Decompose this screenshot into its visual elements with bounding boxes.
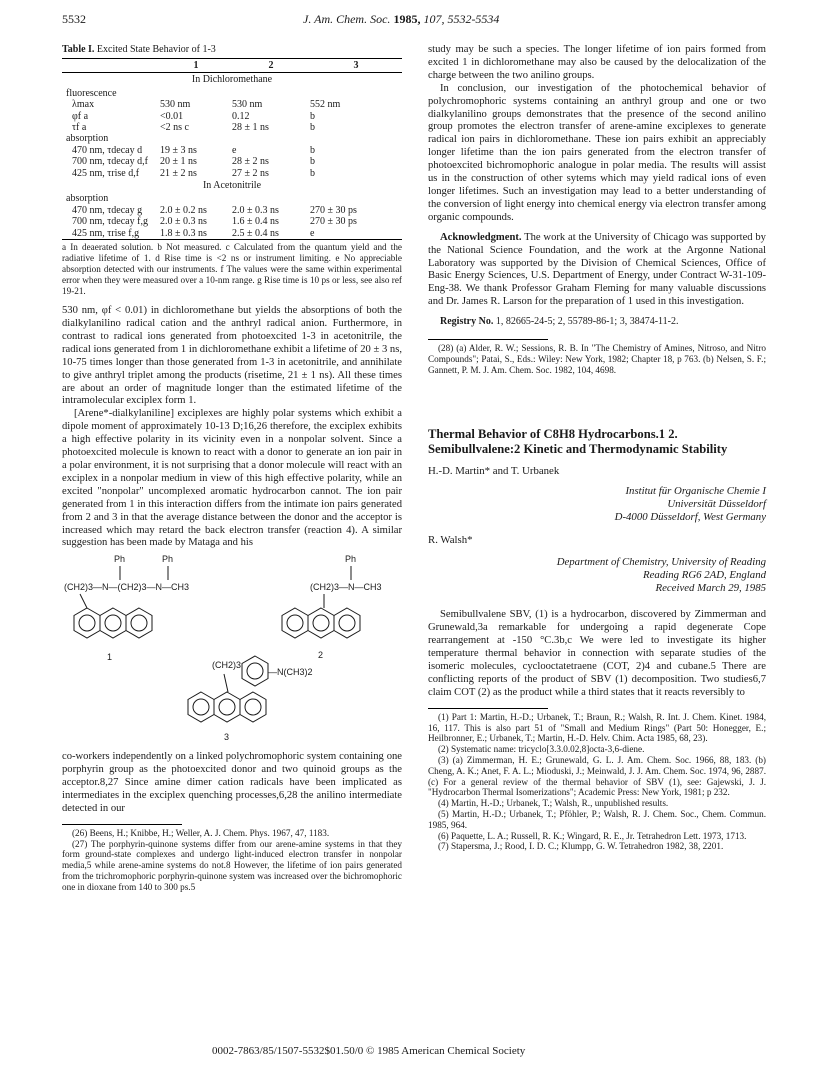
table-row-label: absorption (66, 193, 109, 205)
section-dichloromethane: In Dichloromethane (191, 74, 273, 86)
table-cell: 270 ± 30 ps (310, 216, 357, 228)
table-row (62, 156, 402, 167)
reference: (27) The porphyrin-quinone systems differ from our arene-amine systems in that they form ground-state complexes and undergo light-induced electron transfer in nonpolar media,5 while arene-amine systems do not.8 However, the lifetime of ion pairs generated from the trichromophoric porphyrin-quinone system was increased over the bichromophoric one in dioxane from 140 to 300 ps.5 (62, 838, 402, 892)
registry-numbers: Registry No. 1, 82665-24-5; 2, 55789-86-1; 3, 38474-11-2. (440, 316, 679, 328)
table-cell: <0.01 (160, 110, 184, 122)
table-cell (310, 133, 402, 144)
reference: (28) (a) Alder, R. W.; Sessions, R. B. In "The Chemistry of Amines, Nitroso, and Nitro Compounds"; Patai, S., Eds.: Wiley: New York, 1982; Chapter 18, p 763. (b) Nelsen, S. F.; Gannett, P. M. J. Am. Chem. Soc. 1982, 104, 4698. (428, 343, 766, 375)
ph-label: Ph (114, 554, 126, 565)
ph-label: Ph (345, 554, 357, 565)
table-row (62, 228, 402, 240)
table-cell: b (310, 144, 315, 156)
table-row-label: φf a (72, 110, 89, 122)
table-cell (310, 193, 402, 204)
table-cell: b (310, 110, 315, 122)
table-cell: b (310, 167, 315, 179)
dimethylamino-label: —N(CH3)2 (268, 667, 313, 678)
authors: R. Walsh* (428, 534, 473, 547)
table-row-label: τf a (72, 122, 87, 134)
reference: (26) Beens, H.; Knibbe, H.; Weller, A. J. Chem. Phys. 1967, 47, 1183. (72, 827, 330, 838)
section-acetonitrile: In Acetonitrile (202, 180, 262, 192)
left-column (62, 44, 402, 893)
table-cell: 1.8 ± 0.3 ns (160, 228, 232, 240)
table-cell: 28 ± 2 ns (232, 156, 269, 168)
paragraph: Semibullvalene SBV, (1) is a hydrocarbon, discovered by Zimmerman and Grunewald,3a remarkable for undergoing a rapid degenerate Cope rearrangement at -150 °C.3b,c We were led to investigate its higher temperature thermal behavior in connection with separate studies of the isomeric molecules, cyclooctatetraene (COT, 2)4 and cubane.5 There are conflicting reports of the product of SBV (1) decomposition. Two studies6,7 claim COT (2) as the product while a third states that it reacts reversibly to (428, 609, 766, 698)
table-cell: 1.6 ± 0.4 ns (232, 216, 279, 228)
table-row (62, 145, 402, 156)
table-cell: 2.5 ± 0.4 ns (232, 228, 310, 240)
table-cell: 530 nm (160, 99, 191, 111)
table-row (62, 133, 402, 144)
table-cell (160, 88, 232, 99)
table-caption: Table I. Excited State Behavior of 1-3 (62, 44, 216, 55)
table-cell (232, 88, 310, 99)
table-row-label: absorption (66, 133, 109, 145)
chain-label: (CH2)3—N—(CH2)3—N—CH3 (64, 582, 190, 593)
journal-year: 1985, (393, 12, 421, 26)
table-cell: 20 ± 1 ns (160, 156, 197, 168)
table-row-label: fluorescence (66, 87, 117, 99)
paragraph: 530 nm, φf < 0.01) in dichloromethane but yields the absorptions of both the dialkylanilino radical cation and the anthryl radical anion. Furthermore, in contrast to radical ions generated from photoexcited 1-3 in acetonitrile, the radical ions generated from 1 in dichloromethane exhibit a lifetime of 20 ± 3 ns, 10-75 times longer than those generated from 1-3 in acetonitrile, and annihilate to give anthryl triplet among the products (risetime, 21 ± 1 ns). All these times are about an order of magnitude longer than the estimated lifetime of the intramolecular exciplex form 1. (62, 305, 402, 407)
table-row (62, 99, 402, 110)
journal-name: J. Am. Chem. Soc. (303, 12, 391, 26)
affiliation: Institut für Organische Chemie I Universität Düsseldorf D-4000 Düsseldorf, West Germany (614, 485, 766, 524)
paragraph: In conclusion, our investigation of the photochemical behavior of polychromophoric systems containing an anthryl group and one or two dialkylanilino groups demonstrates that the presence of the second anilino group promotes the electron transfer of arene-amine exciplexes to generate radical ion pairs in dichloromethane. These ion pairs exhibit an appreciably longer lifetime than the ion pairs generated from the electron transfer of photoexcited bichromophoric analogue in polar media. The results will assist us in the construction of other sytems which may yield radical ions of even longer lifetimes. Such an investigation may lead to a better understanding of the conversion of light energy into chemical energy via electron transfer among organic compounds. (428, 82, 766, 223)
reference: (4) Martin, H.-D.; Urbanek, T.; Walsh, R., unpublished results. (438, 798, 669, 809)
running-header (303, 12, 499, 27)
table-cell (232, 193, 310, 204)
table-cell: 530 nm (232, 99, 263, 111)
table-cell: 0.12 (232, 110, 250, 122)
table-cell: b (310, 156, 315, 168)
chemical-structures-figure (62, 550, 402, 746)
left-references (62, 828, 402, 893)
reference: (3) (a) Zimmerman, H. E.; Grunewald, G. L. J. Am. Chem. Soc. 1966, 88, 183. (b) Cheng, A. K.; Anet, F. A. L.; Mioduski, J.; Meinwald, J. J. Am. Chem. Soc. 1974, 96, 2887. (c) For a general review of the thermal behavior of SBV (1), see: Gajewski, J. J. "Hydrocarbon Thermal Isomerizations"; Academic Press: New York, 1981; p 232. (428, 754, 766, 798)
ph-label: Ph (162, 554, 174, 565)
benzene-ring (242, 656, 268, 686)
table-row (62, 168, 402, 179)
table-row (62, 205, 402, 216)
acknowledgment: Acknowledgment. The work at the University of Chicago was supported by the National Science Foundation, and the work at the Argonne National Laboratory was supported by the Division of Chemical Sciences, Office of Basic Energy Sciences, U.S. Department of Energy, under Contract W-31-109-Eng-38. We thank Professor Graham Fleming for many valuable discussions and Dr. James R. Larson for the preparation of 1 used in this investigation. (428, 231, 766, 308)
table-cell: e (232, 144, 237, 156)
copyright-footer: 0002-7863/85/1507-5532$01.50/0 © 1985 American Chemical Society (212, 1045, 526, 1057)
right-column (428, 44, 766, 852)
reference: (2) Systematic name: tricyclo[3.3.0.02,8]octa-3,6-diene. (438, 744, 645, 755)
reference: (5) Martin, H.-D.; Urbanek, T.; Pföhler, P.; Walsh, R. J. Chem. Soc., Chem. Commun. 1985, 964. (428, 808, 766, 830)
table-cell: 2.0 ± 0.3 ns (160, 216, 207, 228)
table-cell: 21 ± 2 ns (160, 167, 197, 179)
paragraph: study may be such a species. The longer lifetime of ion pairs formed from excited 1 in dichloromethane may also be caused by the delocalization of the charge between the two anilino groups. (428, 44, 766, 81)
table-cell: 28 ± 1 ns (232, 122, 269, 134)
table-cell: e (310, 228, 402, 240)
table-row (62, 193, 402, 204)
anthracene-ring (188, 692, 266, 722)
excited-state-table (62, 58, 402, 240)
table-cell (232, 133, 310, 144)
table-cell (310, 88, 402, 99)
paragraph: co-workers independently on a linked polychromophoric system containing one porphyrin group as the photoexcited donor and two quinoid groups as the acceptor.8,27 Since amine dimer cation radicals have been implicated as intermediates in the exciplex quenching processes,6,28 the anilino intermediate detected in our (62, 751, 402, 814)
table-cell: 2.0 ± 0.3 ns (232, 204, 279, 216)
table-row-label: 700 nm, τdecay d,f (72, 156, 148, 168)
table-row (62, 111, 402, 122)
table-cell: 552 nm (310, 99, 341, 111)
paragraph: [Arene*-dialkylaniline] exciplexes are highly polar systems which exhibit a dipole moment of approximately 10-13 D;16,26 therefore, the exciplex exhibits a high effective polarity in its vicinity even in a nonpolar solvent. Since a photoexcited molecule is known to react with a donor to generate an ion pair in a polar environment, it is not surprising that a donor molecule will react with an exciplex in a nonpolar medium in view of this high effective polarity, while an excited "nonpolar" uncomplexed aromatic hydrocarbon cannot. The ion pair generated from 1 in this interaction differs from the intimate ion pairs generated from 2 and 3 in that the average distance between the donor and the acceptor is increased which may retard the back electron transfer (reaction 4). A similar suggestion has been made by Mataga and his (62, 408, 402, 549)
compound-number: 2 (318, 650, 324, 661)
table-cell: 19 ± 3 ns (160, 144, 197, 156)
authors: H.-D. Martin* and T. Urbanek (428, 465, 560, 478)
compound-number: 3 (224, 732, 230, 743)
reference: (1) Part 1: Martin, H.-D.; Urbanek, T.; Braun, R.; Walsh, R. Int. J. Chem. Kinet. 1984, 16, 117. This is also part 51 of "Small and Medium Rings" (Part 50: Honegger, E.; Heilbronner, E.; Urbanek, T.; Martin, H.-D. Helv. Chim. Acta 1985, 68, 23). (428, 711, 766, 744)
journal-volume: 107, 5532-5534 (423, 12, 500, 26)
page-number: 5532 (62, 12, 86, 26)
table-row-label: 700 nm, τdecay f,g (72, 216, 148, 228)
chain-label: (CH2)3 (212, 660, 242, 671)
anthracene-ring (282, 608, 360, 638)
table-cell: <2 ns c (160, 122, 189, 134)
anthracene-ring (74, 608, 152, 638)
table-row-label: 470 nm, τdecay g (72, 204, 143, 216)
compound-number: 1 (107, 652, 113, 663)
right-references (428, 712, 766, 852)
table-cell: 270 ± 30 ps (310, 204, 357, 216)
table-cell: 27 ± 2 ns (232, 167, 269, 179)
table-row (62, 216, 402, 227)
right-reference-28 (428, 343, 766, 375)
table-cell: b (310, 122, 315, 134)
table-row (62, 122, 402, 133)
table-cell (160, 133, 232, 144)
table-cell (160, 193, 232, 204)
article-title: Thermal Behavior of C8H8 Hydrocarbons.1 2. Semibullvalene:2 Kinetic and Thermodynamic Stability (428, 427, 728, 457)
table-row (62, 88, 402, 99)
table-header-row: 1 2 3 (62, 59, 402, 73)
table-row-label: 425 nm, τrise d,f (72, 167, 140, 179)
reference: (6) Paquette, L. A.; Russell, R. K.; Wingard, R. E., Jr. Tetrahedron Lett. 1973, 1713. (438, 830, 747, 841)
reference: (7) Stapersma, J.; Rood, I. D. C.; Klumpp, G. W. Tetrahedron 1982, 38, 2201. (438, 841, 724, 852)
table-row-label: λmax (72, 99, 95, 111)
affiliation: Department of Chemistry, University of Reading Reading RG6 2AD, England Received March 29, 1985 (556, 556, 766, 595)
chain-label: (CH2)3—N—CH3 (310, 582, 382, 593)
table-footnote: a In deaerated solution. b Not measured. c Calculated from the quantum yield and the radiative lifetime of 1. d Rise time is <2 ns or instrument limiting. e No appreciable absorption detected with our instruments. f The values were the same within experimental error when they were measured over a 10-nm range. g Rise time is 10 ps or less, see also ref 19-21. (62, 242, 402, 297)
table-cell: 2.0 ± 0.2 ns (160, 204, 207, 216)
table-row-label: 425 nm, τrise f,g (62, 228, 160, 240)
table-row-label: 470 nm, τdecay d (72, 144, 143, 156)
